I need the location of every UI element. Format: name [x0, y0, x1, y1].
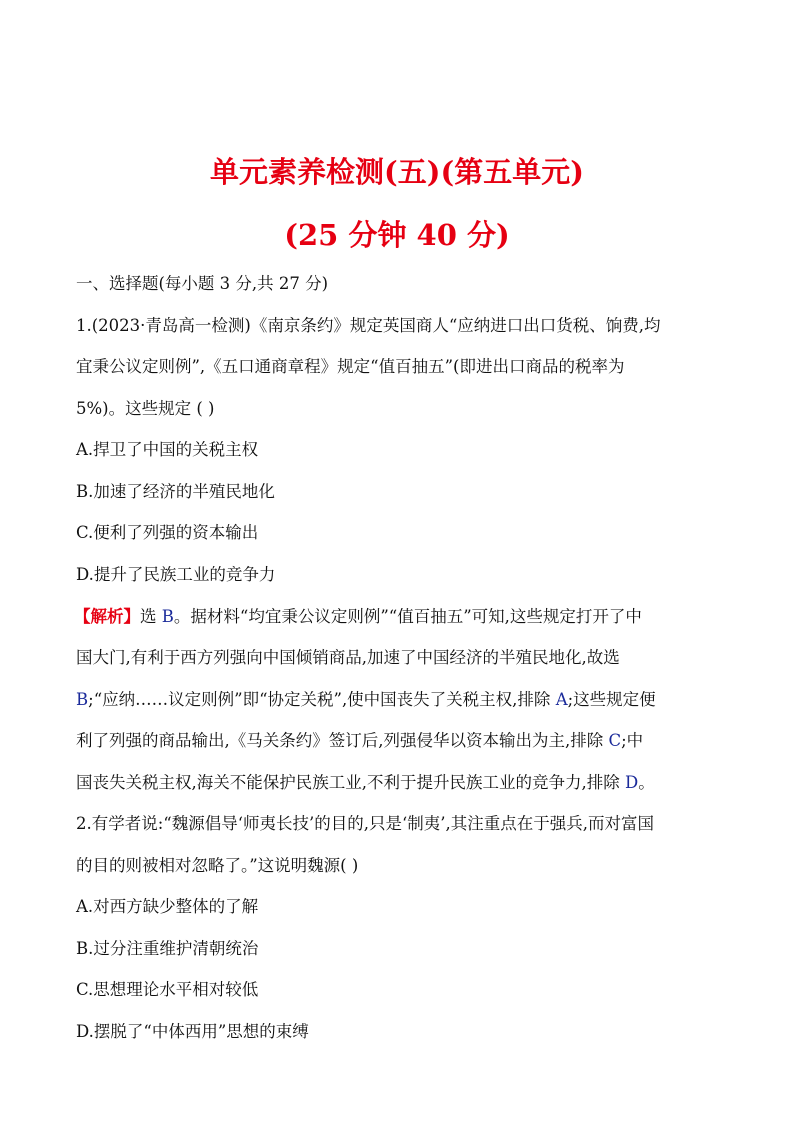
question-2-option-a: A.对西方缺少整体的了解 [76, 897, 259, 916]
analysis-text: ;这些规定便 [567, 690, 656, 709]
question-2-text-line-2: 的目的则被相对忽略了。”这说明魏源( ) [76, 856, 359, 875]
question-1-option-a: A.捍卫了中国的关税主权 [76, 440, 259, 459]
question-2-text-line-1: 2.有学者说:“魏源倡导‘师夷长技’的目的,只是‘制夷’,其注重点在于强兵,而对富国 [76, 814, 654, 833]
analysis-text: 。 [638, 773, 655, 792]
analysis-text: 利了列强的商品输出,《马关条约》签订后,列强侵华以资本输出为主,排除 [76, 731, 609, 750]
answer-letter: B [161, 607, 174, 626]
time-score-subtitle: (25 分钟 40 分) [284, 218, 510, 252]
analysis-text: 选 [140, 607, 162, 626]
answer-letter: D [624, 773, 639, 792]
question-1-text-line-3: 5%)。这些规定 ( ) [76, 399, 215, 418]
analysis-line-1 [74, 605, 724, 629]
answer-letter: C [608, 731, 622, 750]
question-2-option-d: D.摆脱了“中体西用”思想的束缚 [76, 1022, 309, 1041]
answer-letter: B [76, 690, 89, 709]
question-1-text-line-1: 1.(2023·青岛高一检测)《南京条约》规定英国商人“应纳进口出口货税、饷费,均 [76, 316, 661, 335]
question-1-option-d: D.提升了民族工业的竞争力 [76, 565, 276, 584]
analysis-text: ;“应纳……议定则例”即“协定关税”,使中国丧失了关税主权,排除 [88, 690, 556, 709]
analysis-line-3 [76, 688, 726, 712]
analysis-tag: 【解析】 [74, 607, 140, 626]
question-2-option-c: C.思想理论水平相对较低 [76, 980, 259, 999]
analysis-text: ;中 [621, 731, 644, 750]
analysis-text: 国丧失关税主权,海关不能保护民族工业,不利于提升民族工业的竞争力,排除 [76, 773, 625, 792]
analysis-text: 。据材料“均宜秉公议定则例”“值百抽五”可知,这些规定打开了中 [173, 607, 642, 626]
question-1-option-c: C.便利了列强的资本输出 [76, 523, 259, 542]
analysis-line-5 [76, 771, 726, 795]
analysis-line-2: 国大门,有利于西方列强向中国倾销商品,加速了中国经济的半殖民地化,故选 [76, 648, 620, 667]
answer-letter: A [555, 690, 568, 709]
section-heading: 一、选择题(每小题 3 分,共 27 分) [76, 274, 329, 293]
question-1-option-b: B.加速了经济的半殖民地化 [76, 482, 275, 501]
question-2-option-b: B.过分注重维护清朝统治 [76, 939, 259, 958]
page-title: 单元素养检测(五)(第五单元) [210, 155, 584, 189]
analysis-line-4 [76, 729, 726, 753]
question-1-text-line-2: 宜秉公议定则例”,《五口通商章程》规定“值百抽五”(即进出口商品的税率为 [76, 357, 625, 376]
